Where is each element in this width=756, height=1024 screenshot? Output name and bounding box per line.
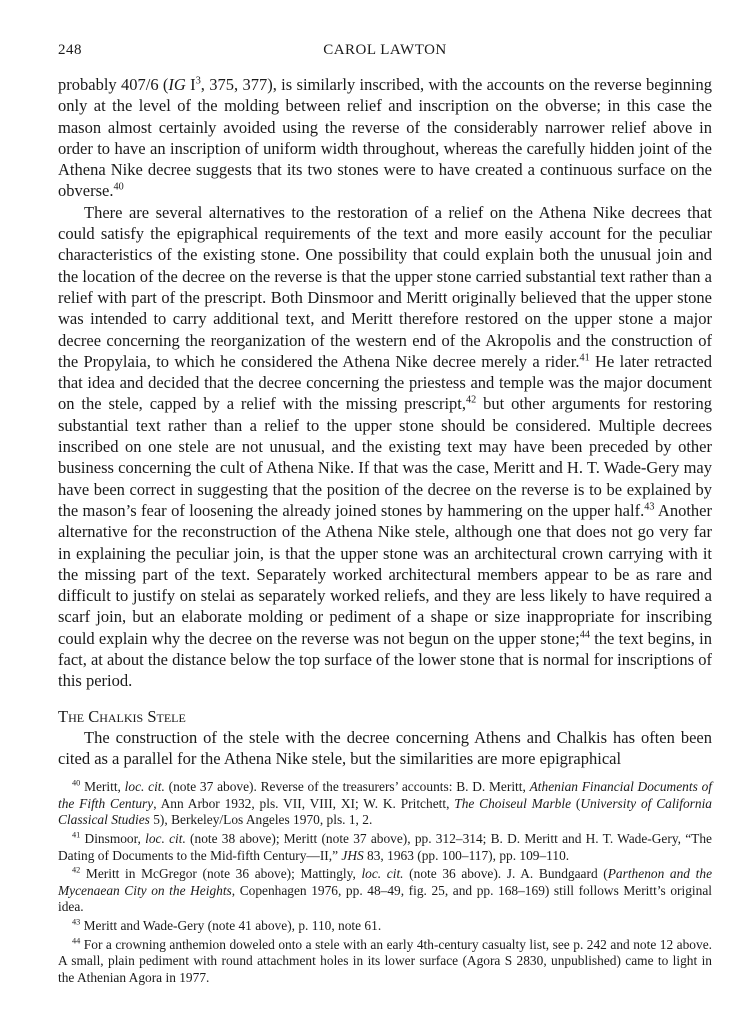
footnote-ref: 42 <box>466 394 477 406</box>
italic-text: University of California Classical Studies <box>58 795 712 828</box>
text-run: , 375, 377), is similarly inscribed, with the accounts on the reverse beginning only at the level of the molding between relief and inscription on the obverse; in this case the mason almost certainly avoided using the reverse of the considerably narrower relief above in order to have an inscription of uniform width throughout, whereas the carefully hidden joint of the Athena Nike decree suggests that its two stones were to have created a continuous surface on the obverse. <box>58 75 713 201</box>
text-run: (note 38 above); Meritt (note 37 above), pp. 312–314; B. D. Meritt and H. T. Wade-Gery, “The Dating of Documents to the Mid-fifth Century—II,” <box>58 830 712 863</box>
footnote-number: 41 <box>72 830 81 840</box>
footnote-number: 43 <box>72 917 81 927</box>
body-text <box>58 74 712 769</box>
footnotes <box>58 779 712 986</box>
footnote-number: 40 <box>72 778 81 788</box>
section-paragraph: The construction of the stele with the decree concerning Athens and Chalkis has often been cited as a parallel for the Athena Nike stele, but the similarities are more epigraphical <box>58 727 712 768</box>
text-run: I <box>185 75 196 94</box>
running-header <box>58 42 712 66</box>
main-paragraphs <box>58 74 712 692</box>
italic-text: loc. cit. <box>145 830 186 846</box>
body-paragraph <box>58 74 712 202</box>
italic-text: Athenian Financial Documents of the Fifth Century <box>58 779 712 811</box>
italic-text: Parthenon and the Mycenaean City on the Heights <box>58 866 713 898</box>
footnote-ref: 43 <box>644 501 655 513</box>
page <box>58 42 712 988</box>
text-run: probably 407/6 ( <box>58 75 169 94</box>
footnote-number: 42 <box>72 865 81 875</box>
text-run: 5), Berkeley/Los Angeles 1970, pls. 1, 2. <box>149 812 373 828</box>
footnote <box>58 918 712 935</box>
text-run: but other arguments for restoring substantial text rather than a relief to the upper stone should be considered. Multiple decrees inscribed on one stele are not unusual, and the existing text may have been preceded by other business concerning the cult of Athena Nike. If that was the case, Meritt and H. T. Wade-Gery may have been correct in suggesting that the position of the decree on the reverse is to be explained by the mason’s fear of loosening the already joined stones by hammering on the upper half. <box>58 394 712 520</box>
text-run: Meritt and Wade-Gery (note 41 above), p. 110, note 61. <box>80 917 382 933</box>
footnote <box>58 831 712 864</box>
text-run: ( <box>571 795 581 811</box>
footnote <box>58 779 712 829</box>
section-heading: The Chalkis Stele <box>58 706 186 726</box>
footnote-ref: 3 <box>195 75 201 87</box>
text-run: Another alternative for the reconstruction of the Athena Nike stele, although one that does not go very far in explaining the peculiar join, is that the upper stone was an architectural crown carrying with it the missing part of the text. Separately worked architectural members appear to be as rare and difficult to justify on stelai as separately worked reliefs, and they are less likely to have required a scarf join, but an elaborate molding or pediment of a shape or size inappropriate for inscribing could explain why the decree on the reverse was not begun on the upper stone; <box>58 500 712 648</box>
italic-text: JHS <box>341 847 364 863</box>
text-run: Meritt, <box>80 779 125 795</box>
italic-text: loc. cit. <box>361 866 404 882</box>
text-run: , Copenhagen 1976, pp. 48–49, fig. 25, and pp. 168–169) still follows Meritt’s original idea. <box>58 882 712 915</box>
footnote-ref: 40 <box>113 181 124 193</box>
footnote-number: 44 <box>72 936 81 946</box>
italic-text: IG <box>168 75 186 94</box>
text-run: For a crowning anthemion doweled onto a stele with an early 4th-century casualty list, see p. 242 and note 12 above. A small, plain pediment with round attachment holes in its lower surface (Agora S 2830, unpublished) came to light in the Athenian Agora in 1977. <box>58 936 712 985</box>
body-paragraph <box>58 202 712 692</box>
text-run: He later retracted that idea and decided that the decree concerning the priestess and temple was the major document on the stele, capped by a relief with the missing prescript, <box>58 351 712 414</box>
text-run: , Ann Arbor 1932, pls. VII, VIII, XI; W. K. Pritchett, <box>153 795 455 811</box>
italic-text: loc. cit. <box>124 779 165 795</box>
footnote-ref: 44 <box>579 629 590 641</box>
text-run: 83, 1963 (pp. 100–117), pp. 109–110. <box>363 847 570 863</box>
text-run: (note 36 above). J. A. Bundgaard ( <box>403 866 608 882</box>
running-head-author: CAROL LAWTON <box>323 42 447 58</box>
text-run: Meritt in McGregor (note 36 above); Mattingly, <box>80 866 362 882</box>
footnote-ref: 41 <box>579 352 590 364</box>
text-run: the text begins, in fact, at about the distance below the top surface of the lower stone that is normal for inscriptions of this period. <box>58 628 712 691</box>
footnote <box>58 937 712 987</box>
text-run: There are several alternatives to the restoration of a relief on the Athena Nike decrees that could satisfy the epigraphical requirements of the text and more easily account for the peculiar characteristics of the existing stone. One possibility that could explain both the unusual join and the location of the decree on the reverse is that the upper stone carried substantial text rather than a relief with part of the prescript. Both Dinsmoor and Meritt originally believed that the upper stone was intended to carry additional text, and Meritt therefore restored on the upper stone a major decree concerning the reorganization of the western end of the Akropolis and the construction of the Propylaia, to which he considered the Athena Nike decree merely a rider. <box>58 202 712 371</box>
italic-text: The Choiseul Marble <box>454 795 572 811</box>
text-run: Dinsmoor, <box>80 830 146 846</box>
text-run: (note 37 above). Reverse of the treasurers’ accounts: B. D. Meritt, <box>164 779 530 795</box>
footnote <box>58 866 712 916</box>
page-number: 248 <box>58 42 82 58</box>
